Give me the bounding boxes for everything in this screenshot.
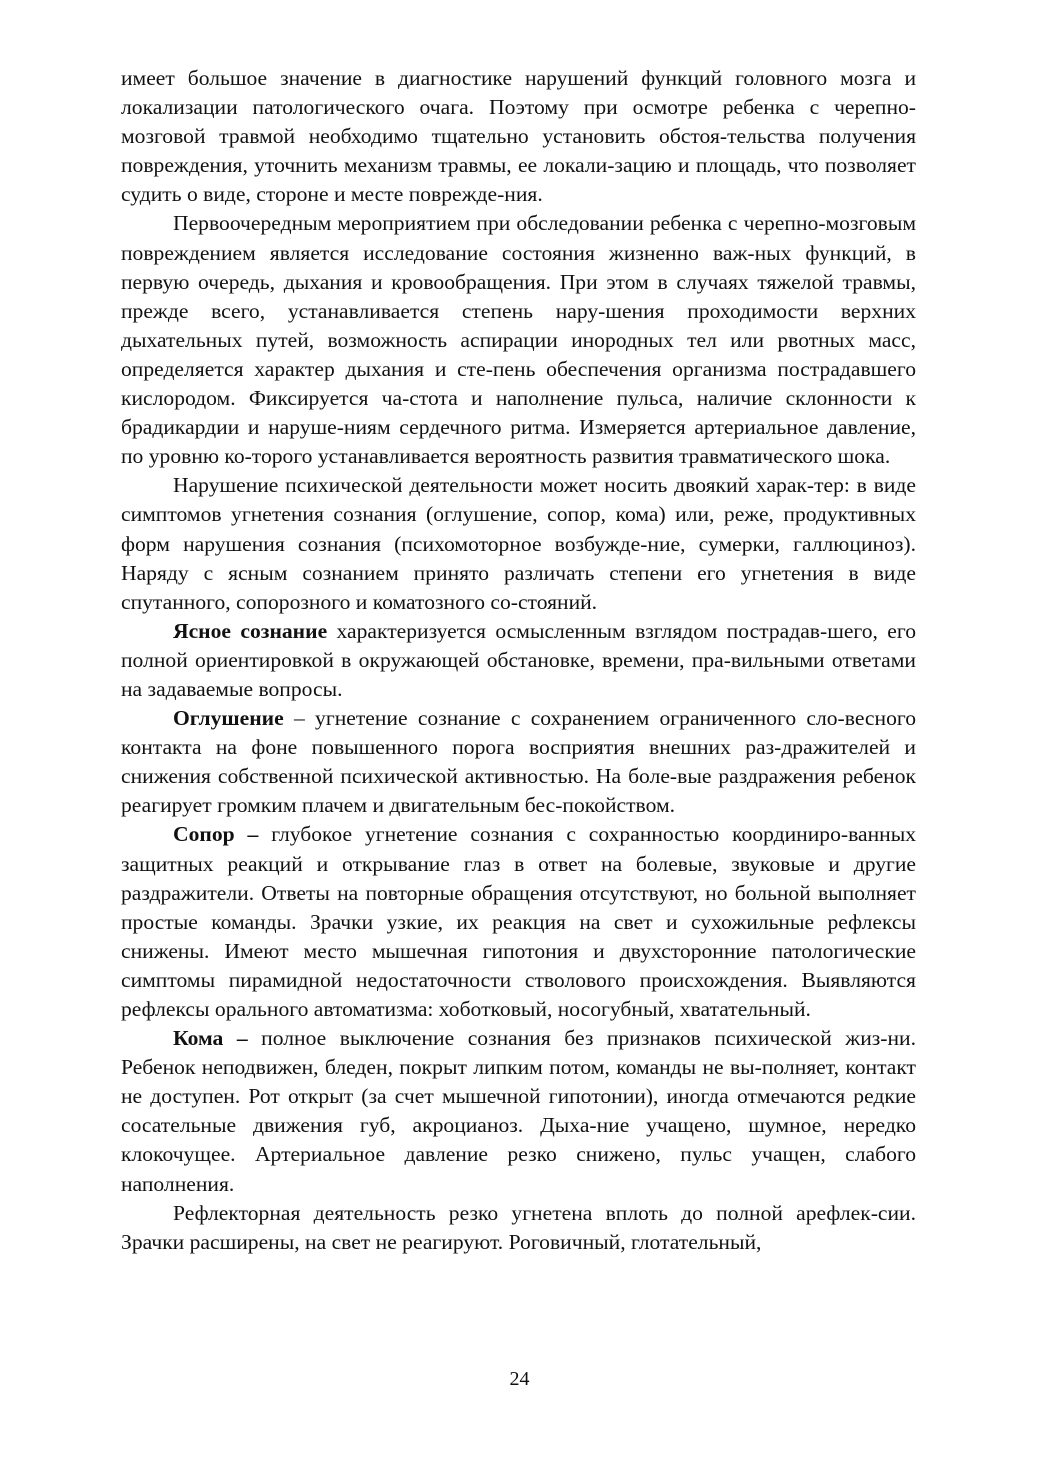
paragraph-8-text: Рефлекторная деятельность резко угнетена вплоть до полной арефлек-сии. Зрачки расширены, на свет не реагируют. Роговичный, глотательный, <box>121 1200 916 1254</box>
definition-sopor: глубокое угнетение сознания с сохранностью координиро-ванных защитных реакций и открывание глаз в ответ на болевые, звуковые и другие раздражители. Ответы на повторные обращения отсутствуют, но больной выполняет простые команды. Зрачки узкие, их реакция на свет и сухожильные рефлексы снижены. Имеют место мышечная гипотония и двухсторонние патологические симптомы пирамидной недостаточности стволового происхождения. Выявляются рефлексы орального автоматизма: хоботковый, носогубный, хватательный. <box>121 822 916 1021</box>
definition-clear-consciousness: характеризуется осмысленным взглядом пострадав-шего, его полной ориентировкой в окружающей обстановке, времени, пра-вильными ответами на задаваемые вопросы. <box>121 618 916 701</box>
paragraph-2 <box>121 209 916 471</box>
paragraph-1-text: имеет большое значение в диагностике нарушений функций головного мозга и локализации патологического очага. Поэтому при осмотре ребенка с черепно-мозговой травмой необходимо тщательно установить обстоя-тельства получения повреждения, уточнить механизм травмы, ее локали-зацию и площадь, что позволяет судить о виде, стороне и месте поврежде-ния. <box>121 66 916 207</box>
term-coma: Кома – <box>173 1026 248 1051</box>
paragraph-coma <box>121 1024 916 1199</box>
paragraph-8 <box>121 1199 916 1257</box>
paragraph-1 <box>121 64 916 209</box>
paragraph-2-text: Первоочередным мероприятием при обследовании ребенка с черепно-мозговым повреждением является исследование состояния жизненно важ-ных функций, в первую очередь, дыхания и кровообращения. При этом в случаях тяжелой травмы, прежде всего, устанавливается степень нару-шения проходимости верхних дыхательных путей, возможность аспирации инородных тел или рвотных масс, определяется характер дыхания и сте-пень обеспечения организма пострадавшего кислородом. Фиксируется ча-стота и наполнение пульса, наличие склонности к брадикардии и наруше-ниям сердечного ритма. Измеряется артериальное давление, по уровню ко-торого устанавливается вероятность развития травматического шока. <box>121 211 916 469</box>
page-number: 24 <box>509 1368 530 1390</box>
term-sopor: Сопор – <box>173 822 259 847</box>
term-clear-consciousness: Ясное сознание <box>173 618 328 643</box>
paragraph-3 <box>121 471 916 616</box>
paragraph-3-text: Нарушение психической деятельности может носить двоякий харак-тер: в виде симптомов угнетения сознания (оглушение, сопор, кома) или, реже, продуктивных форм нарушения сознания (психомоторное возбужде-ние, сумерки, галлюциноз). Наряду с ясным сознанием принято различать степени его угнетения в виде спутанного, сопорозного и коматозного со-стояний. <box>121 473 916 614</box>
definition-coma: полное выключение сознания без признаков психической жиз-ни. Ребенок неподвижен, бледен, покрыт липким потом, команды не вы-полняет, контакт не доступен. Рот открыт (за счет мышечной гипотонии), иногда отмечаются редкие сосательные движения губ, акроцианоз. Дыха-ние учащено, шумное, нередко клокочущее. Артериальное давление резко снижено, пульс учащен, слабого наполнения. <box>121 1026 916 1196</box>
term-stupefaction: Оглушение <box>173 706 284 731</box>
paragraph-stupefaction <box>121 704 916 820</box>
paragraph-clear-consciousness <box>121 617 916 704</box>
definition-stupefaction: – угнетение сознание с сохранением ограниченного сло-весного контакта на фоне повышенного порога восприятия внешних раз-дражителей и снижения собственной психической активностью. На боле-вые раздражения ребенок реагирует громким плачем и двигательным бес-покойством. <box>121 706 916 818</box>
paragraph-sopor <box>121 820 916 1024</box>
page-body <box>121 64 916 1257</box>
